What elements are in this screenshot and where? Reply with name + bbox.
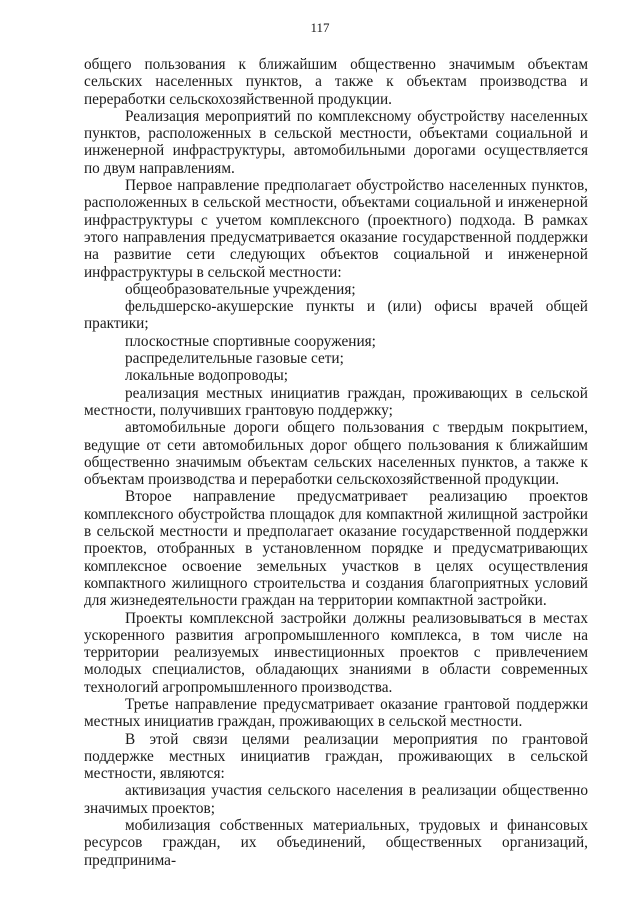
paragraph: реализация местных инициатив граждан, проживающих в сельской местности, получивших грантовую поддержку; xyxy=(84,384,588,419)
paragraph: распределительные газовые сети; xyxy=(125,350,344,368)
page-number: 117 xyxy=(310,20,330,35)
paragraph: Второе направление предусматривает реализацию проектов комплексного обустройства площадок для компактной жилищной застройки в сельской местности и предполагает оказание государственной поддержки проектов, отобранных в установленном порядке и предусматривающих комплексное освоение земельных участков в целях осуществления компактного жилищного строительства и создания благоприятных условий для жизнедеятельности граждан на территории компактной застройки. xyxy=(84,488,588,610)
paragraph: общего пользования к ближайшим общественно значимым объектам сельских населенных пунктов, а также к объектам производства и переработки сельскохозяйственной продукции. xyxy=(84,56,588,108)
paragraph: активизация участия сельского населения в реализации общественно значимых проектов; xyxy=(84,782,588,817)
paragraph: плоскостные спортивные сооружения; xyxy=(125,332,376,350)
paragraph: фельдшерско-акушерские пункты и (или) офисы врачей общей практики; xyxy=(84,298,588,333)
paragraph: автомобильные дороги общего пользования с твердым покрытием, ведущие от сети автомобильных дорог общего пользования к ближайшим общественно значимым объектам сельских населенных пунктов, а также к объектам производства и переработки сельскохозяйственной продукции. xyxy=(84,419,588,489)
paragraph: Третье направление предусматривает оказание грантовой поддержки местных инициатив граждан, проживающих в сельской местности. xyxy=(84,695,588,731)
paragraph: Первое направление предполагает обустройство населенных пунктов, расположенных в сельской местности, объектами социальной и инженерной инфраструктуры с учетом комплексного (проектного) подхода. В рамках этого направления предусматривается оказание государственной поддержки на развитие сети следующих объектов социальной и инженерной инфраструктуры в сельской местности: xyxy=(84,177,588,281)
paragraph: локальные водопроводы; xyxy=(125,367,288,385)
paragraph: Реализация мероприятий по комплексному обустройству населенных пунктов, расположенных в сельской местности, объектами социальной и инженерной инфраструктуры, автомобильными дорогами осуществляется по двум направлениям. xyxy=(84,107,588,177)
document-body xyxy=(84,56,588,869)
paragraph: общеобразовательные учреждения; xyxy=(125,280,356,298)
paragraph: В этой связи целями реализации мероприятия по грантовой поддержке местных инициатив граждан, проживающих в сельской местности, являются: xyxy=(84,730,588,783)
paragraph: Проекты комплексной застройки должны реализовываться в местах ускоренного развития агропромышленного комплекса, в том числе на территории реализуемых инвестиционных проектов с привлечением молодых специалистов, обладающих знаниями в области современных технологий агропромышленного производства. xyxy=(84,609,588,696)
paragraph: мобилизация собственных материальных, трудовых и финансовых ресурсов граждан, их объединений, общественных организаций, предпринима- xyxy=(84,817,588,869)
